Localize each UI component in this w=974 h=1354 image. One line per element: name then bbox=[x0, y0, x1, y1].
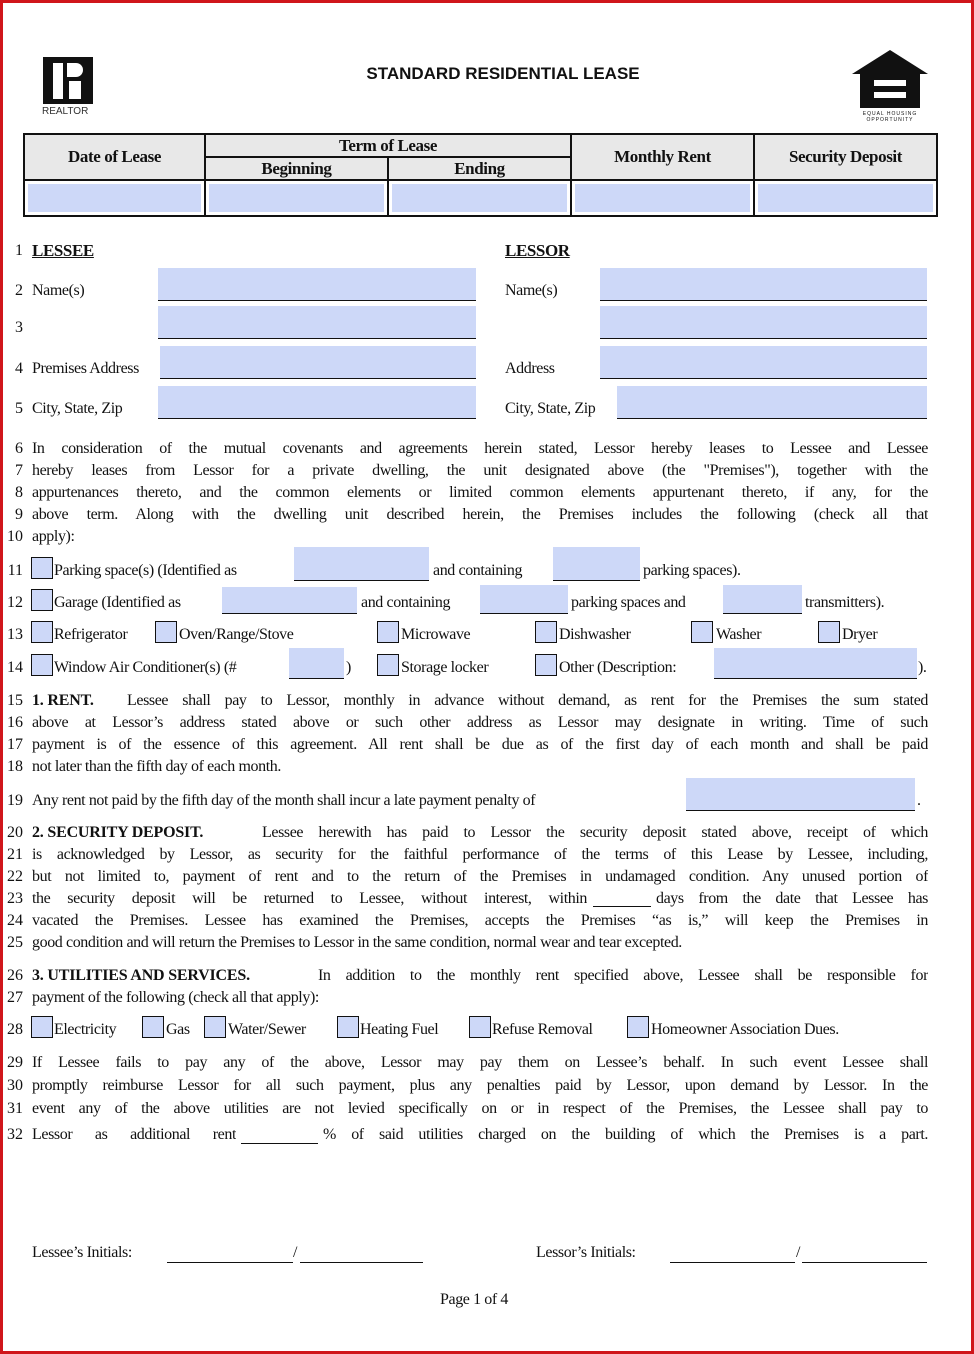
garage-checkbox[interactable] bbox=[31, 589, 53, 611]
utilities-line: event any of the above utilities are not levied specifically on or in respect of the Premises, the Lessee shall pay to bbox=[32, 1100, 928, 1117]
oven-checkbox[interactable] bbox=[155, 621, 177, 643]
deposit-line: days from the date that Lessee has bbox=[656, 890, 928, 907]
deposit-line: but not limited to, payment of rent and to the return of the Premises in undamaged condition. Any unused portion of bbox=[32, 868, 928, 885]
parking-checkbox[interactable] bbox=[31, 557, 53, 579]
line-numbers bbox=[3, 0, 25, 1354]
line-number: 9 bbox=[15, 506, 23, 523]
intro-line: apply): bbox=[32, 528, 75, 545]
header-date-of-lease: Date of Lease bbox=[24, 134, 205, 180]
security-deposit-field[interactable] bbox=[754, 180, 937, 216]
lessee-name-1-field[interactable] bbox=[158, 268, 476, 301]
date-of-lease-field[interactable] bbox=[24, 180, 205, 216]
initials-slash: / bbox=[293, 1244, 298, 1261]
garage-spaces-label: parking spaces and bbox=[571, 594, 686, 611]
line-number: 28 bbox=[7, 1021, 23, 1038]
deposit-line: the security deposit will be returned to Lessee, without interest, within bbox=[32, 890, 587, 907]
window-ac-checkbox[interactable] bbox=[31, 654, 53, 676]
realtor-label: REALTOR bbox=[42, 106, 89, 117]
premises-address-label: Premises Address bbox=[32, 360, 139, 377]
line-number: 7 bbox=[15, 462, 23, 479]
line-number: 31 bbox=[7, 1100, 23, 1117]
dryer-label: Dryer bbox=[842, 626, 878, 643]
dishwasher-label: Dishwasher bbox=[559, 626, 631, 643]
lessor-city-field[interactable] bbox=[617, 386, 927, 419]
parking-count-field[interactable] bbox=[553, 547, 640, 581]
water-sewer-checkbox[interactable] bbox=[204, 1016, 226, 1038]
document-title: STANDARD RESIDENTIAL LEASE bbox=[366, 64, 640, 83]
ending-field[interactable] bbox=[388, 180, 571, 216]
lessor-initials-1-field[interactable] bbox=[670, 1262, 795, 1263]
utilities-line: payment of the following (check all that apply): bbox=[32, 989, 319, 1006]
page-number: Page 1 of 4 bbox=[440, 1291, 509, 1308]
lessor-initials-2-field[interactable] bbox=[802, 1262, 927, 1263]
line-number: 30 bbox=[7, 1077, 23, 1094]
line-number: 29 bbox=[7, 1054, 23, 1071]
line-number: 17 bbox=[7, 736, 23, 753]
line-number: 14 bbox=[7, 659, 23, 676]
heating-fuel-label: Heating Fuel bbox=[360, 1021, 439, 1038]
line-number: 16 bbox=[7, 714, 23, 731]
storage-locker-label: Storage locker bbox=[401, 659, 489, 676]
line-number: 32 bbox=[7, 1126, 23, 1143]
line-number: 5 bbox=[15, 400, 23, 417]
header-term-of-lease: Term of Lease bbox=[205, 134, 571, 157]
rent-line: not later than the fifth day of each month. bbox=[32, 758, 281, 775]
other-description-field[interactable] bbox=[714, 648, 917, 679]
intro-line: above term. Along with the dwelling unit described herein, the Premises includes the following (check all that bbox=[32, 506, 928, 523]
refrigerator-label: Refrigerator bbox=[54, 626, 128, 643]
monthly-rent-field[interactable] bbox=[571, 180, 754, 216]
intro-line: hereby leases from Lessor for a private dwelling, the unit designated above (the "Premises"), together with the bbox=[32, 462, 928, 479]
other-close: ). bbox=[918, 659, 927, 676]
line-number: 25 bbox=[7, 934, 23, 951]
line-number: 4 bbox=[15, 360, 23, 377]
window-ac-label: Window Air Conditioner(s) (# bbox=[54, 659, 237, 676]
dishwasher-checkbox[interactable] bbox=[535, 621, 557, 643]
header-security-deposit: Security Deposit bbox=[754, 134, 937, 180]
storage-locker-checkbox[interactable] bbox=[377, 654, 399, 676]
parking-identified-field[interactable] bbox=[294, 547, 429, 581]
intro-line: appurtenances thereto, and the common elements or limited common elements appurtenant thereto, if any, for the bbox=[32, 484, 928, 501]
initials-slash: / bbox=[796, 1244, 801, 1261]
lessor-heading: LESSOR bbox=[505, 241, 570, 260]
lessor-initials-label: Lessor’s Initials: bbox=[536, 1244, 636, 1261]
rent-line: Lessee shall pay to Lessor, monthly in advance without demand, as rent for the Premises the sum stated bbox=[127, 692, 928, 709]
lessee-names-label: Name(s) bbox=[32, 282, 85, 299]
parking-containing-label: and containing bbox=[433, 562, 523, 579]
garage-transmitters-field[interactable] bbox=[723, 585, 802, 614]
lessor-names-label: Name(s) bbox=[505, 282, 558, 299]
lessor-city-label: City, State, Zip bbox=[505, 400, 596, 417]
garage-identified-field[interactable] bbox=[222, 587, 357, 614]
lessee-initials-label: Lessee’s Initials: bbox=[32, 1244, 132, 1261]
line-number: 23 bbox=[7, 890, 23, 907]
line-number: 24 bbox=[7, 912, 23, 929]
parking-label: Parking space(s) (Identified as bbox=[54, 562, 237, 579]
electricity-label: Electricity bbox=[54, 1021, 117, 1038]
dryer-checkbox[interactable] bbox=[818, 621, 840, 643]
header-beginning: Beginning bbox=[205, 157, 388, 180]
washer-label: Washer bbox=[716, 626, 762, 643]
header-monthly-rent: Monthly Rent bbox=[571, 134, 754, 180]
deposit-line: is acknowledged by Lessor, as security for the faithful performance of the terms of this Lease by Lessee, including, bbox=[32, 846, 928, 863]
garage-transmitters-label: transmitters). bbox=[805, 594, 885, 611]
other-label: Other (Description: bbox=[559, 659, 677, 676]
line-number: 22 bbox=[7, 868, 23, 885]
hoa-dues-label: Homeowner Association Dues. bbox=[651, 1021, 839, 1038]
line-number: 27 bbox=[7, 989, 23, 1006]
water-sewer-label: Water/Sewer bbox=[228, 1021, 306, 1038]
rent-line: above at Lessor’s address stated above or such other address as Lessor may designate in writing. Time of such bbox=[32, 714, 928, 731]
deposit-line: vacated the Premises. Lessee has examined the Premises, accepts the Premises “as is,” will keep the Premises in bbox=[32, 912, 928, 929]
utilities-line: If Lessee fails to pay any of the above, Lessor may pay them on Lessee’s behalf. In such event Lessee shall bbox=[32, 1054, 928, 1071]
rent-heading: 1. RENT. bbox=[32, 692, 94, 709]
late-penalty-field[interactable] bbox=[686, 778, 915, 811]
lessee-name-2-field[interactable] bbox=[158, 306, 476, 339]
line-number: 19 bbox=[7, 792, 23, 809]
lease-summary-table bbox=[23, 133, 938, 217]
garage-containing-label: and containing bbox=[361, 594, 451, 611]
utilities-line: % of said utilities charged on the building of which the Premises is a part. bbox=[323, 1126, 928, 1143]
deposit-line: good condition and will return the Premises to Lessor in the same condition, normal wear and tear excepted. bbox=[32, 934, 682, 951]
oven-label: Oven/Range/Stove bbox=[179, 626, 294, 643]
hoa-dues-checkbox[interactable] bbox=[627, 1016, 649, 1038]
refuse-removal-label: Refuse Removal bbox=[492, 1021, 593, 1038]
window-ac-count-field[interactable] bbox=[289, 648, 344, 679]
electricity-checkbox[interactable] bbox=[31, 1016, 53, 1038]
line-number: 12 bbox=[7, 594, 23, 611]
line-number: 21 bbox=[7, 846, 23, 863]
line-number: 13 bbox=[7, 626, 23, 643]
other-checkbox[interactable] bbox=[535, 654, 557, 676]
line-number: 26 bbox=[7, 967, 23, 984]
lessee-initials-2-field[interactable] bbox=[300, 1262, 423, 1263]
lessee-city-field[interactable] bbox=[158, 386, 476, 419]
deposit-line: Lessee herewith has paid to Lessor the security deposit stated above, receipt of which bbox=[262, 824, 928, 841]
line-number: 20 bbox=[7, 824, 23, 841]
additional-rent-percent-field[interactable] bbox=[241, 1143, 318, 1144]
microwave-label: Microwave bbox=[401, 626, 471, 643]
line-number: 1 bbox=[15, 242, 23, 259]
lessor-name-1-field[interactable] bbox=[600, 268, 927, 301]
parking-spaces-label: parking spaces). bbox=[643, 562, 741, 579]
window-ac-close: ) bbox=[346, 659, 351, 676]
lessee-initials-1-field[interactable] bbox=[167, 1262, 293, 1263]
heating-fuel-checkbox[interactable] bbox=[337, 1016, 359, 1038]
garage-label: Garage (Identified as bbox=[54, 594, 181, 611]
line-number: 6 bbox=[15, 440, 23, 457]
garage-spaces-field[interactable] bbox=[480, 585, 568, 614]
lessor-address-field[interactable] bbox=[600, 346, 927, 379]
beginning-field[interactable] bbox=[205, 180, 388, 216]
utilities-line: In addition to the monthly rent specified above, Lessee shall be responsible for bbox=[318, 967, 928, 984]
deposit-return-days-field[interactable] bbox=[593, 906, 651, 907]
refuse-removal-checkbox[interactable] bbox=[469, 1016, 491, 1038]
deposit-heading: 2. SECURITY DEPOSIT. bbox=[32, 824, 204, 841]
line-number: 8 bbox=[15, 484, 23, 501]
utilities-heading: 3. UTILITIES AND SERVICES. bbox=[32, 967, 250, 984]
late-penalty-period: . bbox=[917, 792, 921, 809]
line-number: 15 bbox=[7, 692, 23, 709]
lessor-address-label: Address bbox=[505, 360, 555, 377]
rent-line: payment is of the essence of this agreement. All rent shall be due as of the first day of each month and shall be paid bbox=[32, 736, 928, 753]
lessee-heading: LESSEE bbox=[32, 241, 94, 260]
gas-label: Gas bbox=[166, 1021, 190, 1038]
gas-checkbox[interactable] bbox=[142, 1016, 164, 1038]
line-number: 11 bbox=[7, 562, 23, 579]
line-number: 18 bbox=[7, 758, 23, 775]
line-number: 3 bbox=[15, 319, 23, 336]
header-ending: Ending bbox=[388, 157, 571, 180]
utilities-line: Lessor as additional rent bbox=[32, 1126, 236, 1143]
equal-housing-label: EQUAL HOUSING OPPORTUNITY bbox=[862, 111, 918, 123]
microwave-checkbox[interactable] bbox=[377, 621, 399, 643]
refrigerator-checkbox[interactable] bbox=[31, 621, 53, 643]
premises-address-field[interactable] bbox=[160, 346, 476, 379]
intro-line: In consideration of the mutual covenants and agreements herein stated, Lessor hereby leases to Lessee and Lessee bbox=[32, 440, 928, 457]
line-number: 2 bbox=[15, 282, 23, 299]
lessee-city-label: City, State, Zip bbox=[32, 400, 123, 417]
utilities-line: promptly reimburse Lessor for all such payment, plus any penalties paid by Lessor, upon demand by Lessor. In the bbox=[32, 1077, 928, 1094]
lessor-name-2-field[interactable] bbox=[600, 306, 927, 339]
late-penalty-label: Any rent not paid by the fifth day of the month shall incur a late payment penalty of bbox=[32, 792, 536, 809]
line-number: 10 bbox=[7, 528, 23, 545]
washer-checkbox[interactable] bbox=[691, 621, 713, 643]
